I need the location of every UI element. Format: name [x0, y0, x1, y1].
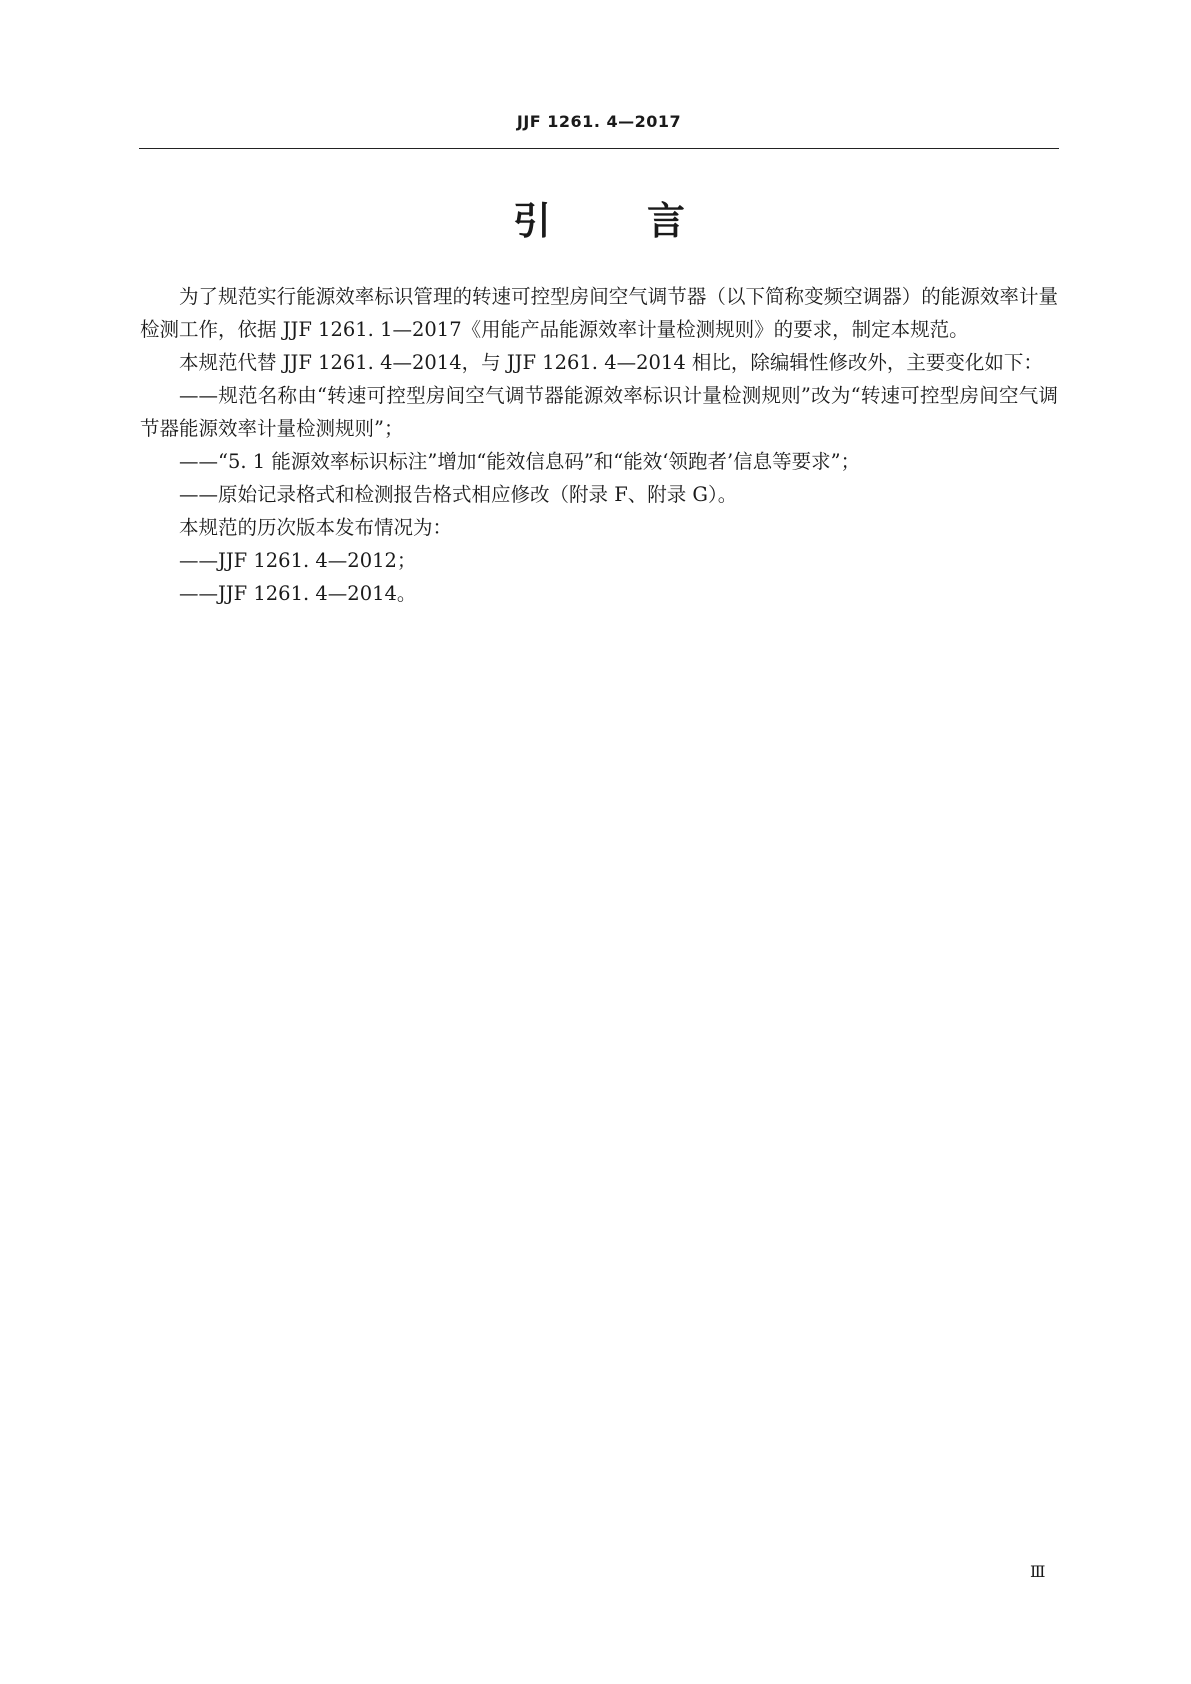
page-title-char-1: 引 [512, 199, 551, 243]
paragraph-purpose: 为了规范实行能源效率标识管理的转速可控型房间空气调节器（以下简称变频空调器）的能源效率计量检测工作，依据 JJF 1261. 1—2017《用能产品能源效率计量检测规则》的要求，制定本规范。 [140, 285, 1058, 341]
header-rule [139, 148, 1059, 149]
list-item-label-change: ——“5. 1 能源效率标识标注”增加“能效信息码”和“能效‘领跑者’信息等要求”； [179, 450, 861, 473]
page-number: Ⅲ [1030, 1562, 1046, 1581]
page-title-char-2: 言 [647, 199, 686, 243]
paragraph-history: 本规范的历次版本发布情况为： [179, 516, 453, 539]
introduction-body [140, 280, 1058, 610]
page-title [139, 196, 1059, 246]
document-code-header: JJF 1261. 4—2017 [516, 112, 682, 131]
list-item-version-2014: ——JJF 1261. 4—2014。 [179, 582, 417, 605]
paragraph-replaces: 本规范代替 JJF 1261. 4—2014，与 JJF 1261. 4—2014 相比，除编辑性修改外，主要变化如下： [179, 351, 1043, 374]
list-item-record-change: ——原始记录格式和检测报告格式相应修改（附录 F、附录 G）。 [179, 483, 738, 506]
list-item-name-change: ——规范名称由“转速可控型房间空气调节器能源效率标识计量检测规则”改为“转速可控型房间空气调节器能源效率计量检测规则”； [140, 384, 1058, 440]
list-item-version-2012: ——JJF 1261. 4—2012； [179, 549, 417, 572]
